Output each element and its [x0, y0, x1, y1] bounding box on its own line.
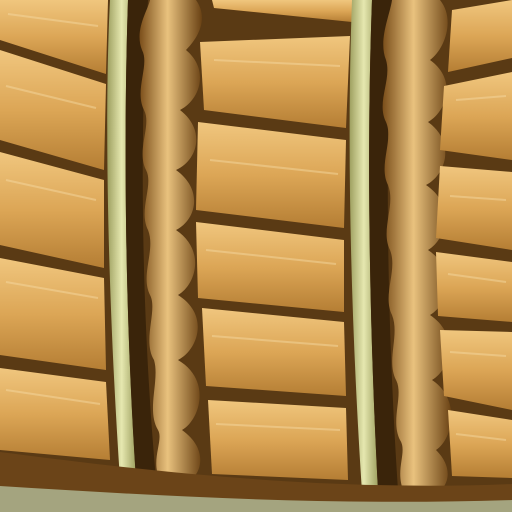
right-slat — [436, 252, 512, 322]
middle-slat-column — [196, 0, 356, 480]
right-slat — [440, 72, 512, 160]
right-slat — [436, 166, 512, 250]
middle-slat — [196, 122, 346, 228]
right-slat — [448, 410, 512, 478]
middle-slat — [208, 400, 348, 480]
left-slat — [0, 368, 110, 460]
middle-slat — [202, 308, 346, 396]
